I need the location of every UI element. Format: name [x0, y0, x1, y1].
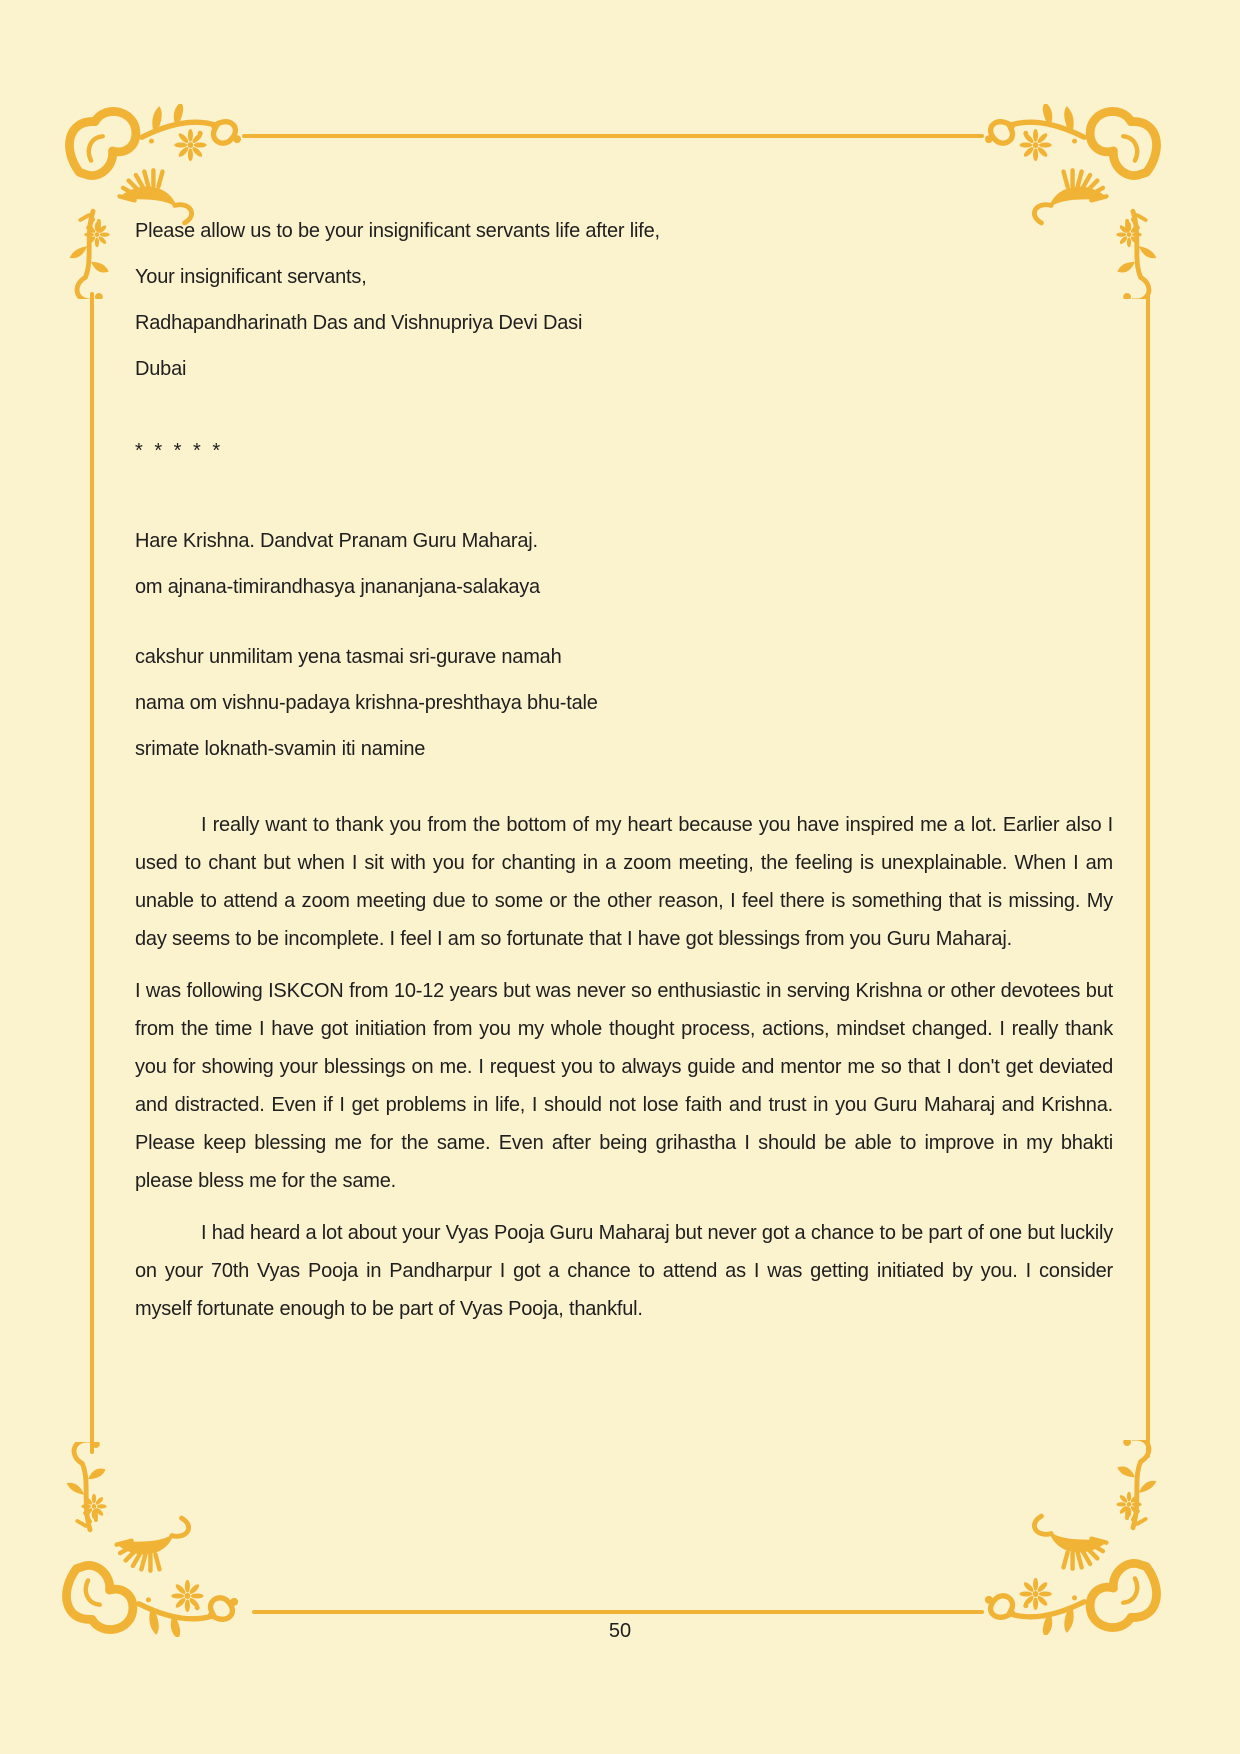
letter-signature-line: Radhapandharinath Das and Vishnupriya Devi Dasi [135, 312, 583, 334]
frame-border-top [242, 134, 984, 138]
frame-border-bottom [252, 1610, 984, 1614]
letter-closing-line-1: Please allow us to be your insignificant servants life after life, [135, 220, 660, 242]
frame-border-left [90, 292, 94, 1454]
letter-location-line: Dubai [135, 358, 187, 380]
invocation-line-2: cakshur unmilitam yena tasmai sri-gurave namah [135, 646, 562, 668]
letter-text-block [135, 208, 1113, 1328]
letter-paragraph: I was following ISKCON from 10-12 years but was never so enthusiastic in serving Krishna or other devotees but from the time I have got initiation from you my whole thought process, actions, mindset changed. I really thank you for showing your blessings on me. I request you to always guide and mentor me so that I don't get deviated and distracted. Even if I get problems in life, I should not lose faith and trust in you Guru Maharaj and Krishna. Please keep blessing me for the same. Even after being grihastha I should be able to improve in my bhakti please bless me for the same. [135, 980, 1113, 1192]
letter-salutation: Hare Krishna. Dandvat Pranam Guru Maharaj. [135, 530, 538, 552]
invocation-line-3: nama om vishnu-padaya krishna-preshthaya bhu-tale [135, 692, 598, 714]
section-separator: * * * * * [135, 440, 224, 462]
page-number: 50 [608, 1620, 632, 1642]
letter-paragraph: I really want to thank you from the bottom of my heart because you have inspired me a lot. Earlier also I used to chant but when I sit with you for chanting in a zoom meeting, the feeling is unexplainable. When I am unable to attend a zoom meeting due to some or the other reason, I feel there is something that is missing. My day seems to be incomplete. I feel I am so fortunate that I have got blessings from you Guru Maharaj. [135, 814, 1113, 950]
invocation-line-4: srimate loknath-svamin iti namine [135, 738, 426, 760]
letter-paragraph: I had heard a lot about your Vyas Pooja Guru Maharaj but never got a chance to be part of one but luckily on your 70th Vyas Pooja in Pandharpur I got a chance to attend as I was getting initiated by you. I consider myself fortunate enough to be part of Vyas Pooja, thankful. [135, 1222, 1113, 1320]
floral-corner-ornament-bottom-right-icon [983, 1440, 1168, 1635]
floral-corner-ornament-bottom-left-icon [55, 1442, 240, 1637]
frame-border-right [1146, 292, 1150, 1458]
letter-closing-line-2: Your insignificant servants, [135, 266, 367, 288]
invocation-line-1: om ajnana-timirandhasya jnananjana-salakaya [135, 576, 540, 598]
